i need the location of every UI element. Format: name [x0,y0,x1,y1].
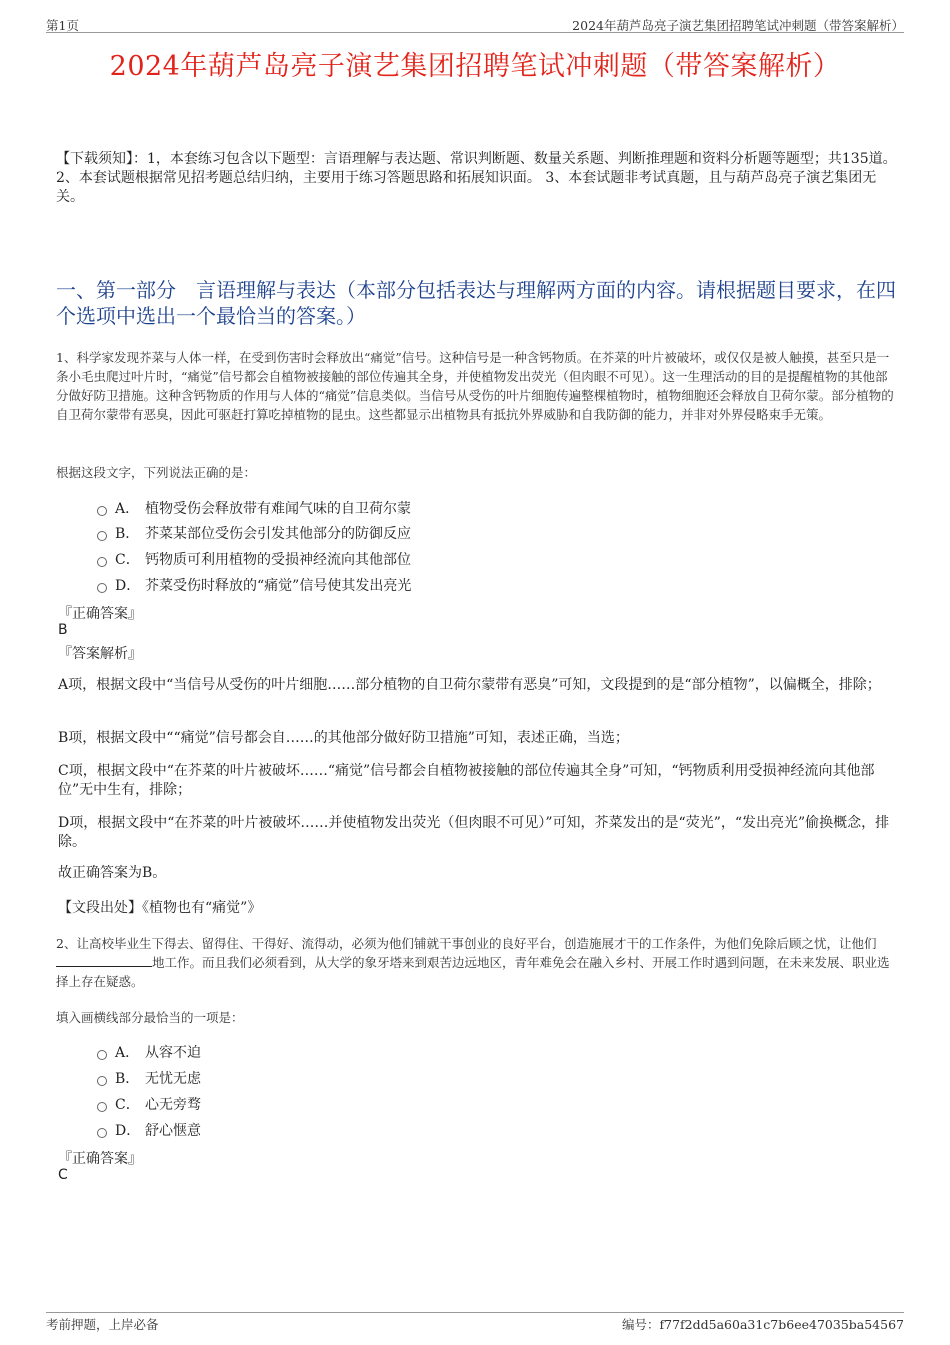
header-doc-title: 2024年葫芦岛亮子演艺集团招聘笔试冲刺题（带答案解析） [572,18,904,33]
q2-option-c[interactable]: C． 心无旁骛 [97,1094,201,1114]
radio-icon[interactable] [97,583,107,593]
q2-passage: 2、让高校毕业生下得去、留得住、干得好、流得动，必须为他们铺就干事创业的良好平台，创造施展才干的工作条件，为他们免除后顾之忧，让他们地工作。而且我们必须看到，从大学的象牙塔来到艰苦边远地区，青年难免会在融入乡村、开展工作时遇到问题，在未来发展、职业选择上存在疑惑。 [56,936,890,989]
footer-slogan: 考前押题，上岸必备 [46,1317,159,1332]
page-title: 2024年葫芦岛亮子演艺集团招聘笔试冲刺题（带答案解析） [109,51,841,82]
radio-icon[interactable] [97,1102,107,1112]
radio-icon[interactable] [97,1076,107,1086]
q1-analysis-a: A项，根据文段中“当信号从受伤的叶片细胞……部分植物的自卫荷尔蒙带有恶臭”可知，文段提到的是“部分植物”，以偏概全，排除； [58,677,881,693]
q2-answer-label: 『正确答案』 [58,1151,142,1167]
q1-analysis-b: B项，根据文段中““痛觉”信号都会自……的其他部分做好防卫措施”可知，表述正确，当选； [58,730,629,746]
q1-source: 【文段出处】《植物也有“痛觉”》 [58,900,262,916]
footer-doc-id: 编号：f77f2dd5a60a31c7b6ee47035ba54567 [622,1317,904,1332]
q1-passage: 1、科学家发现芥菜与人体一样，在受到伤害时会释放出“痛觉”信号。这种信号是一种含钙物质。在芥菜的叶片被破坏，或仅仅是被人触摸，甚至只是一条小毛虫爬过叶片时，“痛觉”信号都会自植物被接触的部位传遍其全身，并使植物发出荧光（但肉眼不可见）。这一生理活动的目的是提醒植物的其他部分做好防卫措施。这种含钙物质的作用与人体的“痛觉”信息类似。当信号从受伤的叶片细胞传遍整棵植物时，植物细胞还会释放自卫荷尔蒙。部分植物的自卫荷尔蒙带有恶臭，因此可驱赶打算吃掉植物的昆虫。这些都显示出植物具有抵抗外界威胁和自我防御的能力，并非对外界侵略束手无策。 [56,350,894,422]
radio-icon[interactable] [97,506,107,516]
q2-option-b[interactable]: B． 无忧无虑 [97,1068,201,1088]
q2-prompt: 填入画横线部分最恰当的一项是： [56,1010,244,1025]
download-notice: 【下载须知】：1，本套练习包含以下题型：言语理解与表达题、常识判断题、数量关系题、判断推理题和资料分析题等题型；共135道。 2、本套试题根据常见招考题总结归纳，主要用于练习答题思路和拓展知识面。 3、本套试题非考试真题，且与葫芦岛亮子演艺集团无关。 [56,151,897,205]
section-heading: 一、第一部分 言语理解与表达（本部分包括表达与理解两方面的内容。请根据题目要求，在四个选项中选出一个最恰当的答案。） [56,278,896,328]
radio-icon[interactable] [97,1050,107,1060]
radio-icon[interactable] [97,557,107,567]
q2-option-a[interactable]: A． 从容不迫 [97,1042,201,1062]
q1-option-a[interactable]: A． 植物受伤会释放带有难闻气味的自卫荷尔蒙 [97,498,411,518]
q1-analysis-label: 『答案解析』 [58,646,142,662]
q1-option-b[interactable]: B． 芥菜某部位受伤会引发其他部分的防御反应 [97,523,411,543]
fill-blank [56,954,152,967]
page-number: 第1页 [46,18,79,33]
q1-analysis-d: D项，根据文段中“在芥菜的叶片被破坏……并使植物发出荧光（但肉眼不可见）”可知，芥菜发出的是“荧光”，“发出亮光”偷换概念，排除。 [58,815,890,850]
radio-icon[interactable] [97,531,107,541]
q2-answer: C [58,1167,68,1183]
q2-option-d[interactable]: D． 舒心惬意 [97,1120,201,1140]
q1-answer: B [58,622,68,638]
q1-prompt: 根据这段文字，下列说法正确的是： [56,465,257,480]
q1-answer-label: 『正确答案』 [58,606,142,622]
page-header [46,14,904,33]
q1-conclusion: 故正确答案为B。 [58,865,167,881]
q1-option-d[interactable]: D． 芥菜受伤时释放的“痛觉”信号使其发出亮光 [97,575,411,595]
q1-analysis-c: C项，根据文段中“在芥菜的叶片被破坏……“痛觉”信号都会自植物被接触的部位传遍其全身”可知，“钙物质利用受损神经流向其他部位”无中生有，排除； [58,763,875,798]
q1-option-c[interactable]: C． 钙物质可利用植物的受损神经流向其他部位 [97,549,411,569]
radio-icon[interactable] [97,1128,107,1138]
page-footer [46,1312,904,1333]
